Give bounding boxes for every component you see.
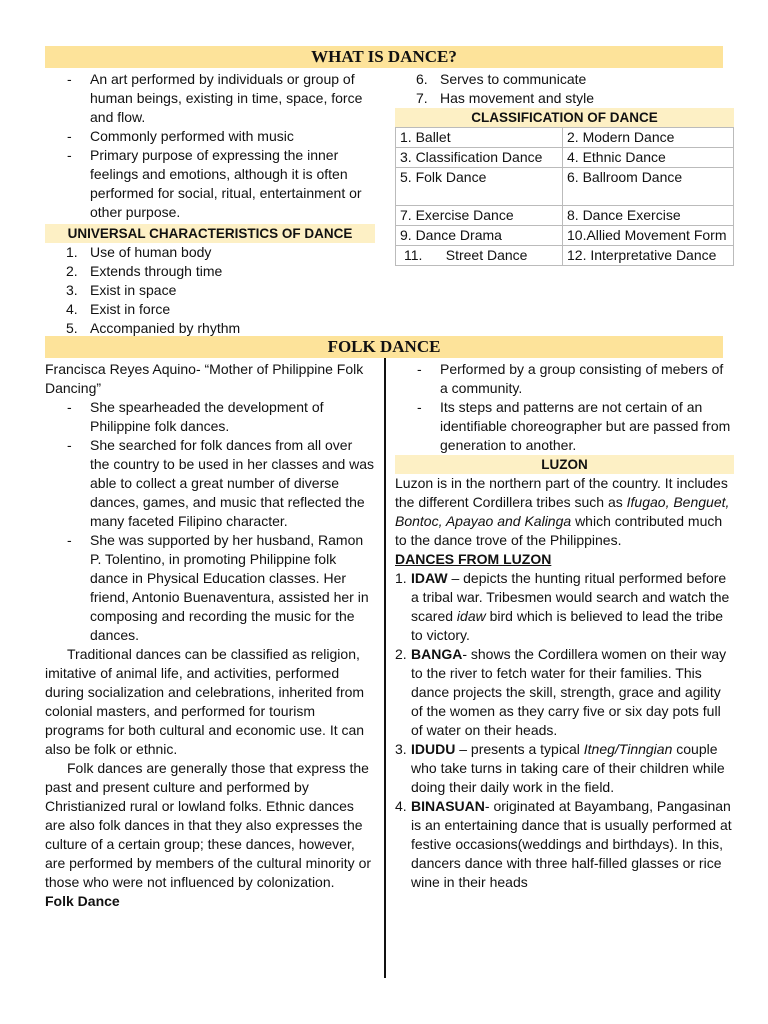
table-row — [396, 128, 734, 148]
item-number: 2. — [66, 263, 78, 279]
luzon-heading: LUZON — [395, 455, 734, 474]
folk-dance-banner — [45, 336, 723, 358]
dance-italic: Itneg/Tinngian — [583, 741, 673, 757]
table-cell: 3. Classification Dance — [396, 148, 563, 168]
definition-list — [45, 70, 375, 222]
table-cell: 8. Dance Exercise — [563, 206, 734, 226]
table-cell: 9. Dance Drama — [396, 226, 563, 246]
item-text: Accompanied by rhythm — [90, 320, 241, 336]
list-item: - She spearheaded the development of Philippine folk dances. — [45, 398, 375, 436]
item-number: 4. — [66, 301, 78, 317]
list-item — [45, 300, 375, 319]
dance-name: BINASUAN — [411, 798, 485, 814]
list-item: - An art performed by individuals or group of human beings, existing in time, space, force and flow. — [45, 70, 375, 127]
list-item — [395, 70, 734, 89]
table-cell: 10.Allied Movement Form — [563, 226, 734, 246]
item-number: 2. — [395, 646, 407, 662]
list-item: - Performed by a group consisting of mebers of a community. — [395, 360, 734, 398]
dance-name: BANGA — [411, 646, 463, 662]
item-number: 3. — [66, 282, 78, 298]
item-number: 6. — [416, 71, 428, 87]
characteristics-continued — [395, 70, 734, 108]
item-number: 5. — [66, 320, 78, 336]
table-cell: 6. Ballroom Dance — [563, 168, 734, 206]
item-text: Exist in space — [90, 282, 177, 298]
what-is-dance-banner — [45, 46, 723, 68]
list-item: - Its steps and patterns are not certain of an identifiable choreographer but are passed from generation to another. — [395, 398, 734, 455]
dance-text: – presents a typical — [455, 741, 584, 757]
list-item — [45, 262, 375, 281]
table-row — [396, 206, 734, 226]
classification-table — [395, 127, 734, 266]
list-item — [395, 89, 734, 108]
list-item — [395, 569, 734, 645]
luzon-paragraph — [395, 474, 734, 550]
item-number: 4. — [395, 798, 407, 814]
what-is-dance-title: WHAT IS DANCE? — [311, 47, 457, 66]
folk-dance-title: FOLK DANCE — [327, 337, 441, 356]
list-item: - Primary purpose of expressing the inner feelings and emotions, although it is often performed for social, ritual, entertainment or other purpose. — [45, 146, 375, 222]
dance-name: IDUDU — [411, 741, 456, 757]
dance-text: - shows the Cordillera women on their way to the river to fetch water for their families. This dance projects the skill, strength, grace and agility of the women as they carry five or six day pots full of water on their heads. — [411, 646, 727, 738]
table-cell: 1. Ballet — [396, 128, 563, 148]
item-text: Use of human body — [90, 244, 212, 260]
dance-name: IDAW — [411, 570, 448, 586]
table-row — [396, 226, 734, 246]
table-cell: 5. Folk Dance — [396, 168, 563, 206]
classification-heading: CLASSIFICATION OF DANCE — [395, 108, 734, 127]
item-text: Serves to communicate — [440, 71, 587, 87]
table-row — [396, 168, 734, 206]
item-number: 3. — [395, 741, 407, 757]
column-divider — [384, 358, 386, 978]
folk-dance-label: Folk Dance — [45, 893, 120, 909]
dances-from-luzon-heading: DANCES FROM LUZON — [395, 551, 552, 567]
list-item — [395, 797, 734, 892]
folk-dance-left — [45, 360, 375, 911]
folk-dances-paragraph: Folk dances are generally those that express the past and present culture and performed by Christianized rural or lowland folks. Ethnic dances are also folk dances in that they also expresses the culture of a certain group; these dances, however, are performed by members of the cultural minority or those who were not influenced by colonization. — [45, 760, 372, 890]
item-text: Extends through time — [90, 263, 223, 279]
universal-list — [45, 243, 375, 338]
luzon-tribes: Ifugao, Benguet, Bontoc, Apayao and Kalinga — [395, 494, 730, 529]
dance-text: - originated at Bayambang, Pangasinan is an entertaining dance that is usually performed at festive occasions(weddings and birthdays). In this, dancers dance with three half-filled glasses or rice wine in their heads — [411, 798, 732, 890]
traditional-dances-paragraph: Traditional dances can be classified as religion, imitative of animal life, and activities, performed during socialization and celebrations, inherited from colonial masters, and performed for tourism programs for both cultural and economic use. It can also be folk or ethnic. — [45, 646, 365, 757]
list-item — [395, 740, 734, 797]
item-number: 1. — [66, 244, 78, 260]
list-item: - She was supported by her husband, Ramon P. Tolentino, in promoting Philippine folk dance in Physical Education classes. Her friend, Antonio Buenaventura, assisted her in composing and recording the music for the dances. — [45, 531, 375, 645]
list-item: - She searched for folk dances from all over the country to be used in her classes and was able to collect a great number of diverse dances, games, and music that reflected the many faceted Filipino character. — [45, 436, 375, 531]
luzon-dances-list — [395, 569, 734, 892]
universal-characteristics-heading: UNIVERSAL CHARACTERISTICS OF DANCE — [45, 224, 375, 243]
list-item — [395, 645, 734, 740]
dance-italic: idaw — [456, 608, 486, 624]
what-is-dance-right — [395, 70, 734, 266]
list-item — [45, 243, 375, 262]
folk-dance-traits — [395, 360, 734, 455]
luzon-text: Luzon is in the northern part of the country. It includes the different Cordillera tribes such as — [395, 475, 728, 510]
table-cell: 12. Interpretative Dance — [563, 246, 734, 266]
table-row — [396, 148, 734, 168]
dance-text-end: bird which is believed to lead the tribe to victory. — [411, 608, 724, 643]
item-text: Exist in force — [90, 301, 171, 317]
what-is-dance-left — [45, 70, 375, 338]
luzon-text-end: which contributed much to the dance trove of the Philippines. — [395, 513, 723, 548]
item-number: 7. — [416, 90, 428, 106]
folk-dance-right — [395, 360, 734, 892]
dance-text: – depicts the hunting ritual performed before a tribal war. Tribesmen would search and watch the scared — [411, 570, 730, 624]
table-cell: 11. Street Dance — [396, 246, 563, 266]
aquino-intro: Francisca Reyes Aquino- “Mother of Philippine Folk Dancing” — [45, 361, 364, 396]
table-cell: 7. Exercise Dance — [396, 206, 563, 226]
aquino-list — [45, 398, 375, 645]
table-row — [396, 246, 734, 266]
table-cell: 4. Ethnic Dance — [563, 148, 734, 168]
table-cell: 2. Modern Dance — [563, 128, 734, 148]
dance-text-end: couple who take turns in taking care of their children while doing their daily work in the field. — [411, 741, 725, 795]
item-text: Has movement and style — [440, 90, 595, 106]
list-item — [45, 281, 375, 300]
list-item: - Commonly performed with music — [45, 127, 375, 146]
item-number: 1. — [395, 570, 407, 586]
